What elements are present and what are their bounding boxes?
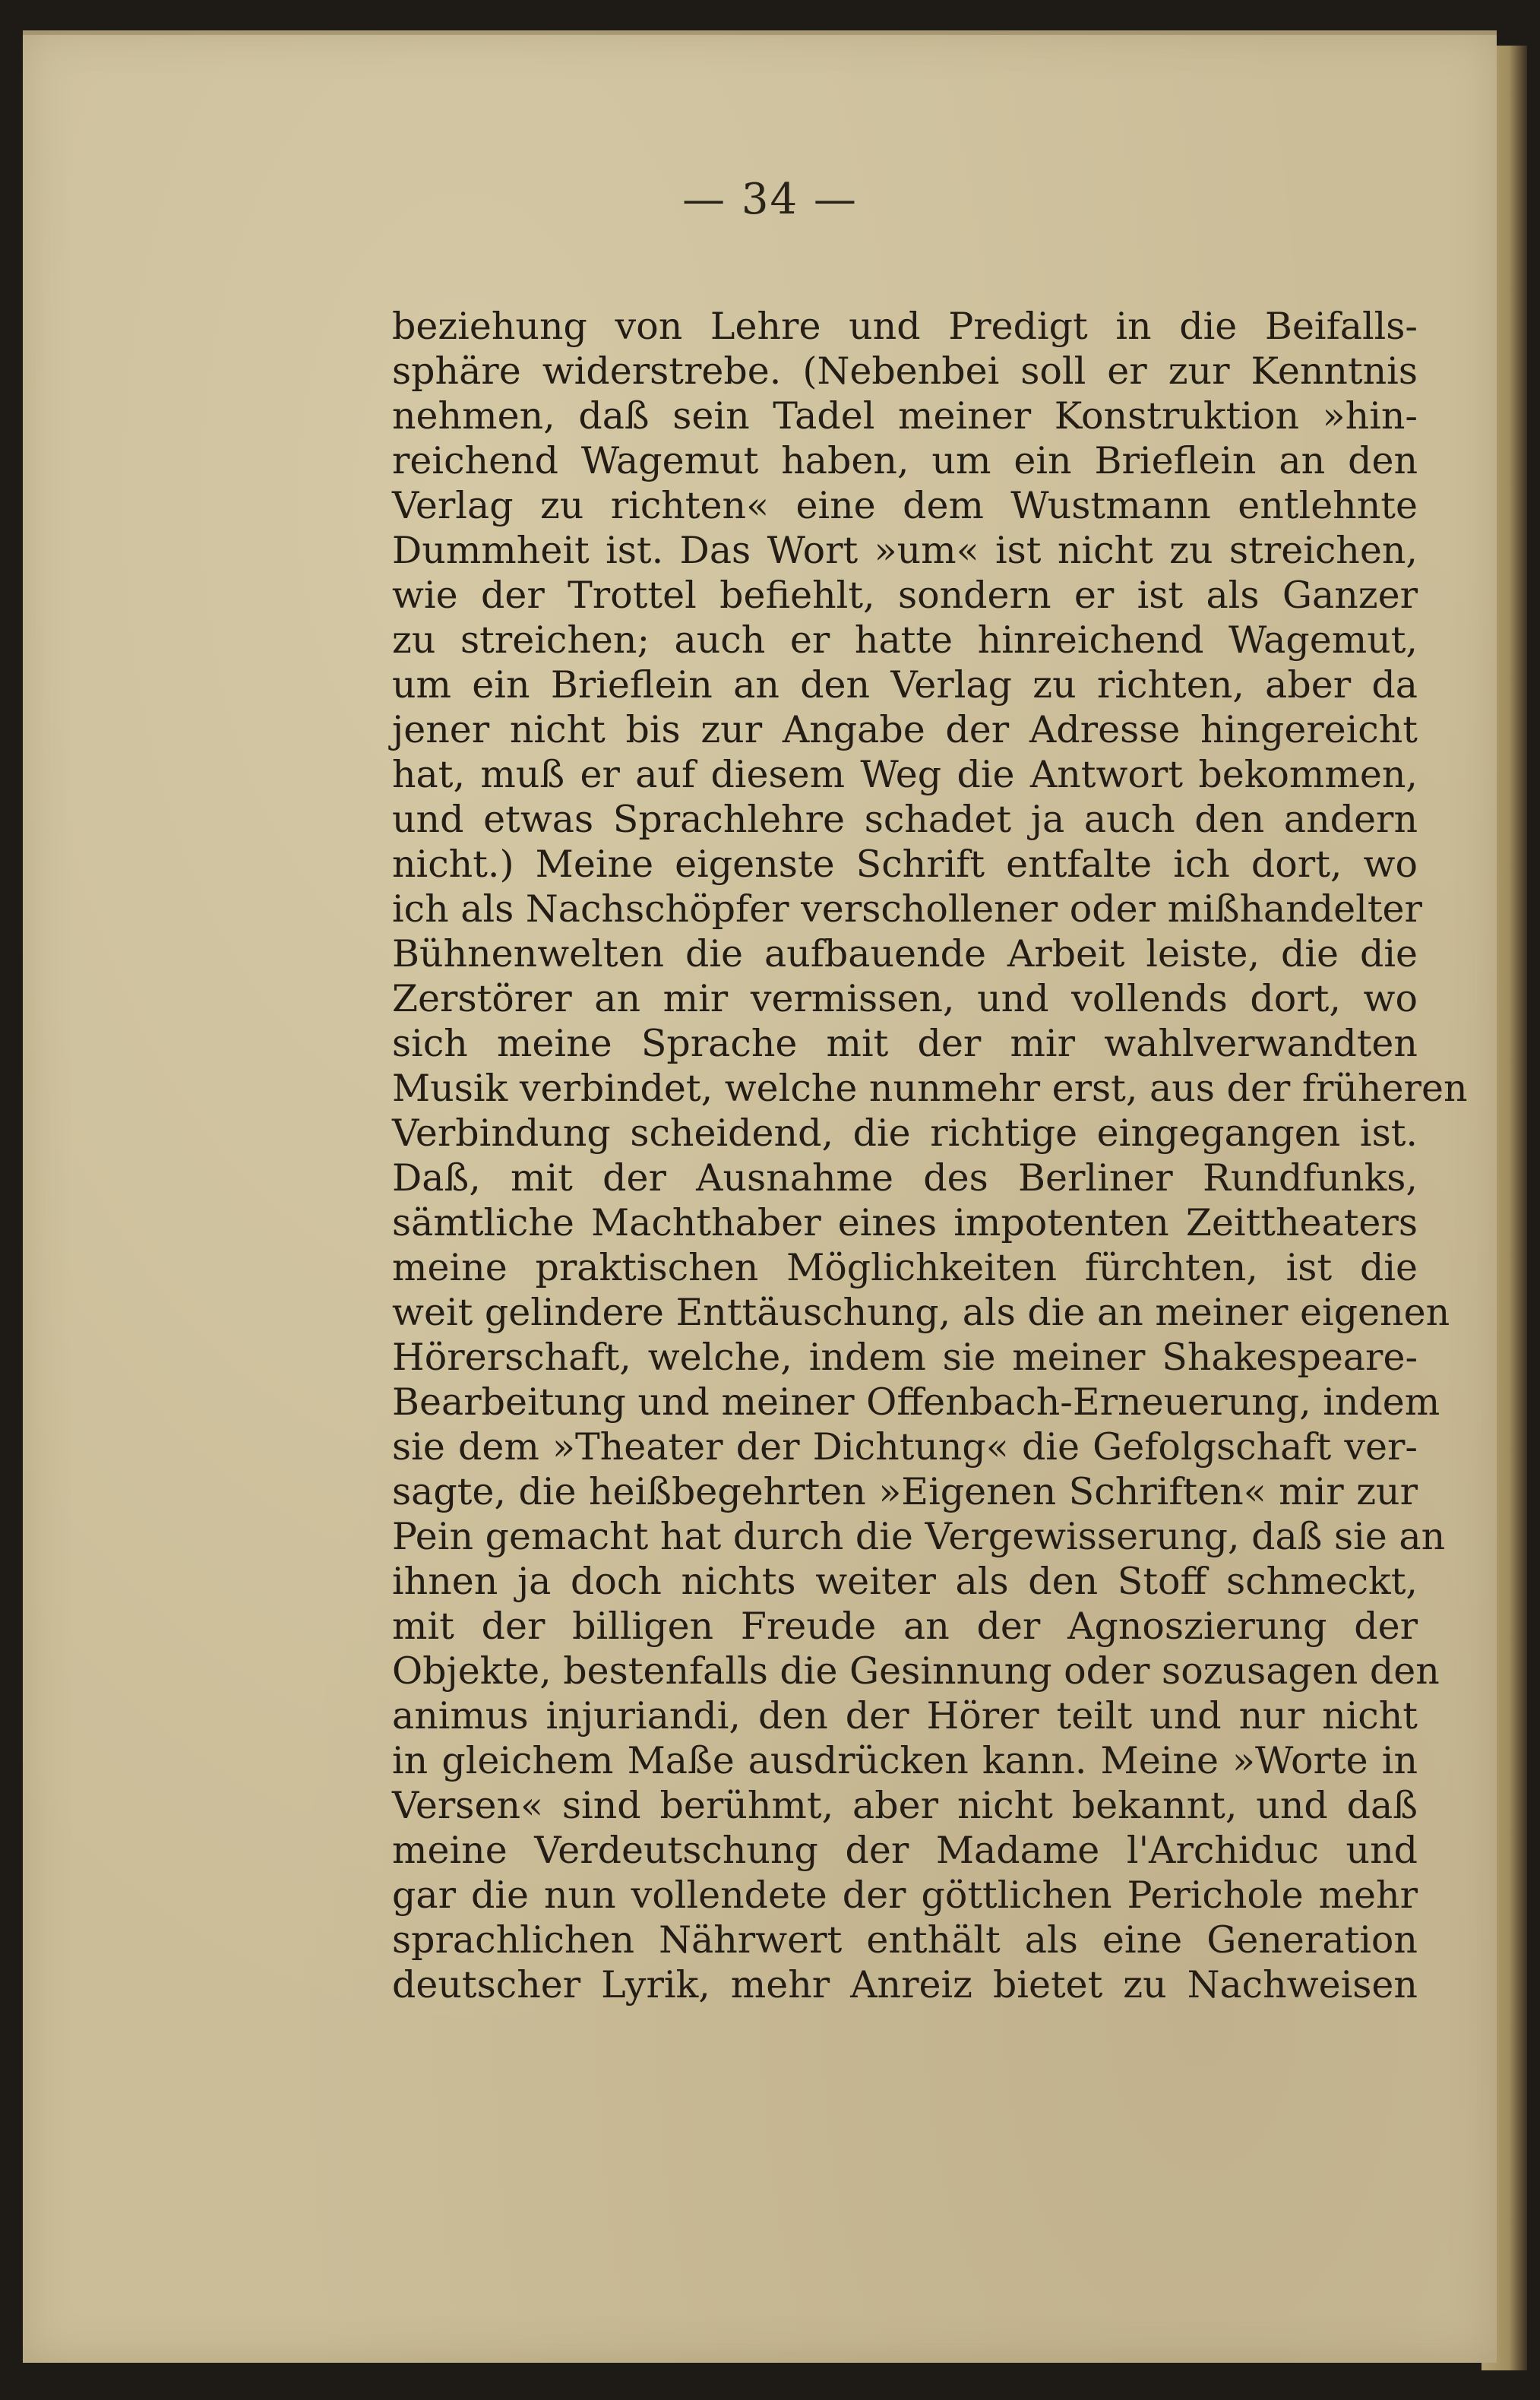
text-line: jener nicht bis zur Angabe der Adresse hingereicht xyxy=(392,708,1418,751)
text-line: sprachlichen Nährwert enthält als eine Generation xyxy=(392,1918,1418,1962)
text-line: Daß, mit der Ausnahme des Berliner Rundfunks, xyxy=(392,1156,1418,1200)
text-line: wie der Trottel befiehlt, sondern er ist als Ganzer xyxy=(392,574,1418,617)
text-line: nicht.) Meine eigenste Schrift entfalte ich dort, wo xyxy=(392,843,1418,886)
text-line: mit der billigen Freude an der Agnoszierung der xyxy=(392,1605,1418,1648)
text-line: deutscher Lyrik, mehr Anreiz bietet zu Nachweisen xyxy=(392,1963,1418,2006)
text-line: gar die nun vollendete der göttlichen Perichole mehr xyxy=(392,1874,1418,1917)
text-line: Dummheit ist. Das Wort »um« ist nicht zu streichen, xyxy=(392,529,1418,572)
text-line: Musik verbindet, welche nunmehr erst, aus der früheren xyxy=(392,1067,1468,1110)
text-line: Verlag zu richten« eine dem Wustmann entlehnte xyxy=(392,484,1418,527)
text-line: animus injuriandi, den der Hörer teilt und nur nicht xyxy=(392,1694,1418,1738)
text-line: Versen« sind berühmt, aber nicht bekannt, und daß xyxy=(392,1784,1418,1827)
text-line: hat, muß er auf diesem Weg die Antwort bekommen, xyxy=(392,753,1418,796)
text-line: reichend Wagemut haben, um ein Brieflein an den xyxy=(392,439,1418,482)
text-line: Zerstörer an mir vermissen, und vollends dort, wo xyxy=(392,977,1418,1020)
page-number: — 34 — xyxy=(682,175,858,224)
text-line: Hörerschaft, welche, indem sie meiner Shakespeare- xyxy=(392,1336,1418,1379)
body-text xyxy=(392,304,1468,2007)
text-line: ihnen ja doch nichts weiter als den Stoff schmeckt, xyxy=(392,1560,1418,1603)
text-line: zu streichen; auch er hatte hinreichend Wagemut, xyxy=(392,618,1418,662)
text-line: beziehung von Lehre und Predigt in die Beifalls- xyxy=(392,305,1418,348)
text-line: sämtliche Machthaber eines impotenten Zeittheaters xyxy=(392,1201,1418,1244)
text-line: sphäre widerstrebe. (Nebenbei soll er zur Kenntnis xyxy=(392,349,1418,393)
text-line: Bühnenwelten die aufbauende Arbeit leiste, die die xyxy=(392,932,1418,975)
text-line: meine praktischen Möglichkeiten fürchten, ist die xyxy=(392,1246,1418,1289)
text-line: Bearbeitung und meiner Offenbach-Erneuerung, indem xyxy=(392,1380,1440,1424)
text-line: Verbindung scheidend, die richtige eingegangen ist. xyxy=(392,1111,1418,1155)
text-line: ich als Nachschöpfer verschollener oder mißhandelter xyxy=(392,887,1422,931)
text-line: und etwas Sprachlehre schadet ja auch den andern xyxy=(392,798,1418,841)
text-line: Objekte, bestenfalls die Gesinnung oder sozusagen den xyxy=(392,1649,1440,1693)
text-line: meine Verdeutschung der Madame l'Archiduc und xyxy=(392,1829,1418,1872)
text-line: sie dem »Theater der Dichtung« die Gefolgschaft ver- xyxy=(392,1425,1418,1469)
text-line: sagte, die heißbegehrten »Eigenen Schriften« mir zur xyxy=(392,1470,1418,1513)
text-line: sich meine Sprache mit der mir wahlverwandten xyxy=(392,1022,1418,1065)
text-line: um ein Brieflein an den Verlag zu richten, aber da xyxy=(392,663,1418,707)
page-top-edge xyxy=(23,30,1497,35)
text-line: nehmen, daß sein Tadel meiner Konstruktion »hin- xyxy=(392,394,1418,438)
text-line: weit gelindere Enttäuschung, als die an meiner eigenen xyxy=(392,1291,1450,1334)
text-line: Pein gemacht hat durch die Vergewisserung, daß sie an xyxy=(392,1515,1446,1558)
text-line: in gleichem Maße ausdrücken kann. Meine »Worte in xyxy=(392,1739,1418,1782)
